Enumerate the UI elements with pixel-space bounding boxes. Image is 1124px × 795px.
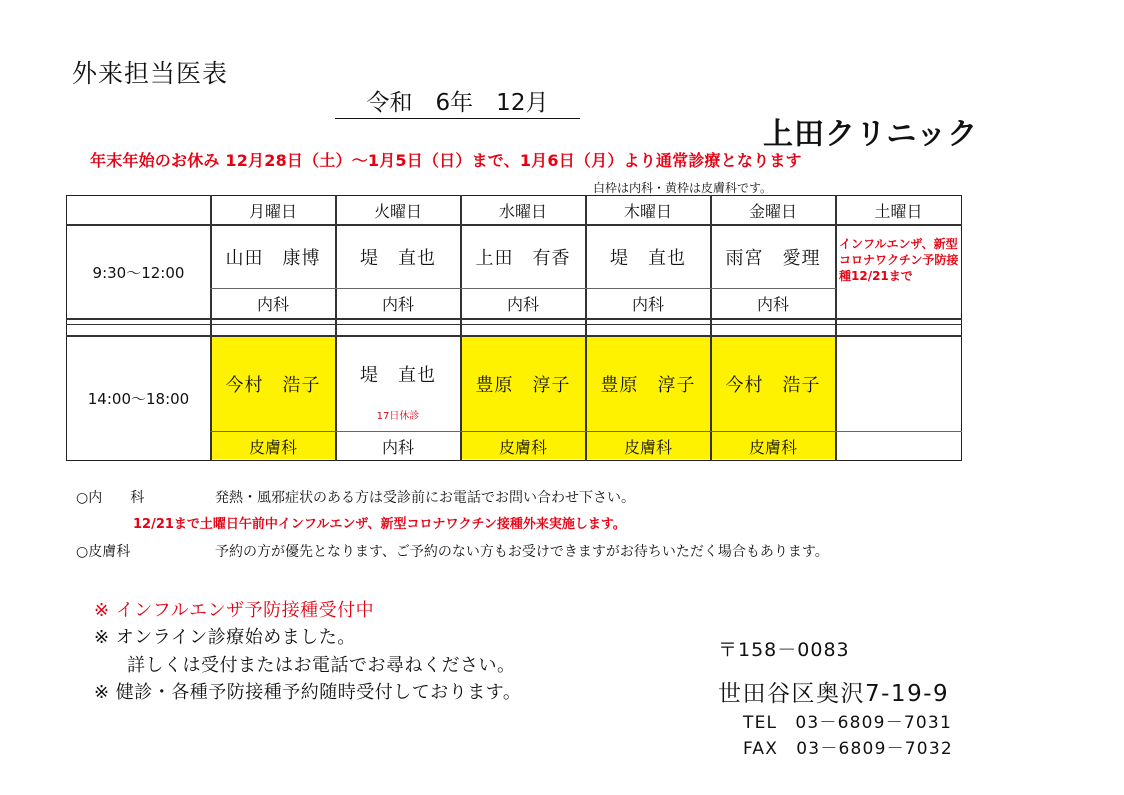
morning-dept-thu: 内科 bbox=[631, 295, 664, 314]
afternoon-doctor-wed: 豊原 淳子 bbox=[475, 375, 571, 396]
month-label: 令和 6年 12月 bbox=[335, 84, 580, 119]
morning-dept-mon: 内科 bbox=[256, 295, 289, 314]
street-address: 世田谷区奥沢7-19-9 bbox=[718, 681, 950, 707]
holiday-notice: 年末年始のお休み 12月28日（土）～1月5日（日）まで、1月6日（月）より通常診療となります bbox=[90, 151, 802, 170]
day-header-sat: 土曜日 bbox=[874, 201, 923, 221]
day-header-mon: 月曜日 bbox=[248, 201, 297, 221]
afternoon-doctor-mon: 今村 浩子 bbox=[225, 375, 321, 396]
afternoon-dept-fri: 皮膚科 bbox=[748, 437, 797, 457]
afternoon-dept-tue: 内科 bbox=[381, 437, 414, 457]
day-header-fri: 金曜日 bbox=[748, 201, 797, 221]
afternoon-doctor-tue: 堤 直也 bbox=[360, 365, 436, 386]
afternoon-dept-wed: 皮膚科 bbox=[498, 437, 547, 457]
afternoon-dept-mon: 皮膚科 bbox=[248, 437, 297, 457]
day-header-tue: 火曜日 bbox=[373, 201, 422, 221]
hifu-note-label: ○皮膚科 bbox=[76, 544, 131, 560]
hifu-note-text: 予約の方が優先となります、ご予約のない方もお受けできますがお待ちいただく場合もあります。 bbox=[215, 544, 829, 560]
phone-number: TEL 03－6809－7031 bbox=[743, 713, 952, 733]
afternoon-time: 14:00～18:00 bbox=[87, 390, 190, 408]
afternoon-doctor-thu: 豊原 淳子 bbox=[600, 375, 696, 396]
naika-vaccine-note: 12/21まで土曜日午前中インフルエンザ、新型コロナワクチン接種外来実施します。 bbox=[133, 517, 626, 532]
vline-6 bbox=[835, 195, 837, 461]
morning-time: 9:30～12:00 bbox=[92, 263, 185, 282]
saturday-vaccine-note: インフルエンザ、新型コロナワクチン予防接種12/21まで bbox=[839, 237, 959, 283]
flu-vaccine-notice: ※ インフルエンザ予防接種受付中 bbox=[94, 600, 375, 621]
hline-sep-1 bbox=[66, 318, 962, 320]
morning-doctor-mon: 山田 康博 bbox=[225, 248, 321, 269]
afternoon-doctor-fri: 今村 浩子 bbox=[725, 375, 821, 396]
afternoon-dept-thu: 皮膚科 bbox=[623, 437, 672, 457]
clinic-name: 上田クリニック bbox=[763, 117, 979, 152]
morning-dept-wed: 内科 bbox=[506, 295, 539, 314]
day-header-thu: 木曜日 bbox=[623, 201, 672, 221]
morning-doctor-wed: 上田 有香 bbox=[475, 248, 571, 269]
page-title: 外来担当医表 bbox=[72, 59, 229, 88]
morning-doctor-tue: 堤 直也 bbox=[360, 248, 436, 269]
morning-doctor-thu: 堤 直也 bbox=[610, 248, 686, 269]
legend-note: 白枠は内科・黄枠は皮膚科です。 bbox=[593, 181, 773, 195]
morning-dept-fri: 内科 bbox=[756, 295, 789, 314]
naika-note-label: ○内 科 bbox=[76, 490, 145, 506]
day-header-wed: 水曜日 bbox=[498, 201, 547, 221]
hline-sep-2 bbox=[66, 324, 962, 325]
postal-code: 〒158－0083 bbox=[718, 639, 850, 661]
naika-note-text: 発熱・風邪症状のある方は受診前にお電話でお問い合わせ下さい。 bbox=[215, 490, 635, 506]
fax-number: FAX 03－6809－7032 bbox=[743, 739, 953, 759]
tuesday-closed-note: 17日休診 bbox=[376, 410, 420, 422]
morning-dept-tue: 内科 bbox=[381, 295, 414, 314]
online-care-notice: ※ オンライン診療始めました。 bbox=[94, 627, 356, 648]
online-care-detail: 詳しくは受付またはお電話でお尋ねください。 bbox=[127, 655, 516, 676]
checkup-notice: ※ 健診・各種予防接種予約随時受付しております。 bbox=[94, 682, 522, 703]
morning-doctor-fri: 雨宮 愛理 bbox=[725, 248, 821, 269]
